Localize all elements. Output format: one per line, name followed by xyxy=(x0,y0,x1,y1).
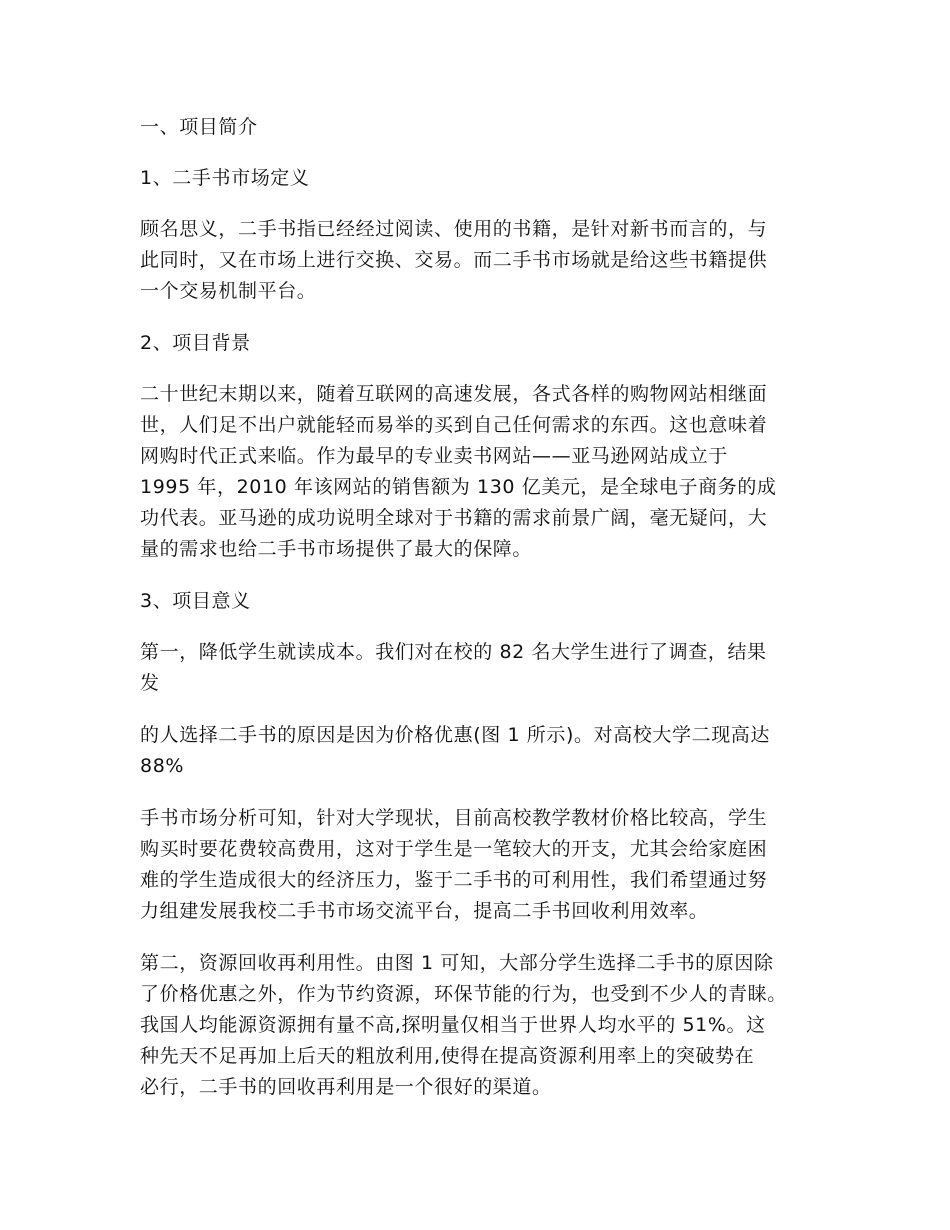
paragraph-background xyxy=(140,379,820,565)
text-line: 1995 年，2010 年该网站的销售额为 130 亿美元，是全球电子商务的成 xyxy=(140,476,777,498)
text-line: 网购时代正式来临。作为最早的专业卖书网站——亚马逊网站成立于 xyxy=(140,445,729,467)
text-line: 第一，降低学生就读成本。我们对在校的 82 名大学生进行了调查，结果 xyxy=(140,641,767,663)
text-line: 必行，二手书的回收再利用是一个很好的渠道。 xyxy=(140,1076,552,1098)
text-line: 世，人们足不出户就能轻而易举的买到自己任何需求的东西。这也意味着 xyxy=(140,414,768,436)
text-line: 二十世纪末期以来，随着互联网的高速发展，各式各样的购物网站相继面 xyxy=(140,383,768,405)
document-page xyxy=(140,112,820,1103)
text-line: 发 xyxy=(140,672,160,694)
text-line: 一个交易机制平台。 xyxy=(140,280,317,302)
text-line: 量的需求也给二手书市场提供了最大的保障。 xyxy=(140,538,533,560)
subheading-definition: 1、二手书市场定义 xyxy=(140,167,310,189)
paragraph-definition xyxy=(140,214,820,307)
text-line: 难的学生造成很大的经济压力，鉴于二手书的可利用性，我们希望通过努 xyxy=(140,869,768,891)
section-heading-intro: 一、项目简介 xyxy=(140,116,258,138)
text-line: 第二，资源回收再利用性。由图 1 可知，大部分学生选择二手书的原因除 xyxy=(140,952,774,974)
text-line: 力组建发展我校二手书市场交流平台，提高二手书回收利用效率。 xyxy=(140,900,709,922)
text-line: 种先天不足再加上后天的粗放利用,使得在提高资源利用率上的突破势在 xyxy=(140,1045,755,1067)
text-line: 的人选择二手书的原因是因为价格优惠(图 1 所示)。对高校大学二现高达 xyxy=(140,724,770,746)
text-line: 了价格优惠之外，作为节约资源，环保节能的行为，也受到不少人的青睐。 xyxy=(140,983,787,1005)
paragraph-first-point xyxy=(140,637,820,699)
text-line: 此同时，又在市场上进行交换、交易。而二手书市场就是给这些书籍提供 xyxy=(140,249,768,271)
text-line: 我国人均能源资源拥有量不高,探明量仅相当于世界人均水平的 51%。这 xyxy=(140,1014,766,1036)
paragraph-second-point xyxy=(140,948,820,1103)
paragraph-price-reason xyxy=(140,720,820,782)
text-line: 购买时要花费较高费用，这对于学生是一笔较大的开支，尤其会给家庭困 xyxy=(140,838,768,860)
paragraph-market-analysis xyxy=(140,803,820,927)
text-line: 顾名思义，二手书指已经经过阅读、使用的书籍，是针对新书而言的，与 xyxy=(140,218,768,240)
text-line: 88% xyxy=(140,755,185,777)
subheading-significance: 3、项目意义 xyxy=(140,590,251,612)
subheading-background: 2、项目背景 xyxy=(140,332,251,354)
text-line: 功代表。亚马逊的成功说明全球对于书籍的需求前景广阔，毫无疑问，大 xyxy=(140,507,768,529)
text-line: 手书市场分析可知，针对大学现状，目前高校教学教材价格比较高，学生 xyxy=(140,807,768,829)
